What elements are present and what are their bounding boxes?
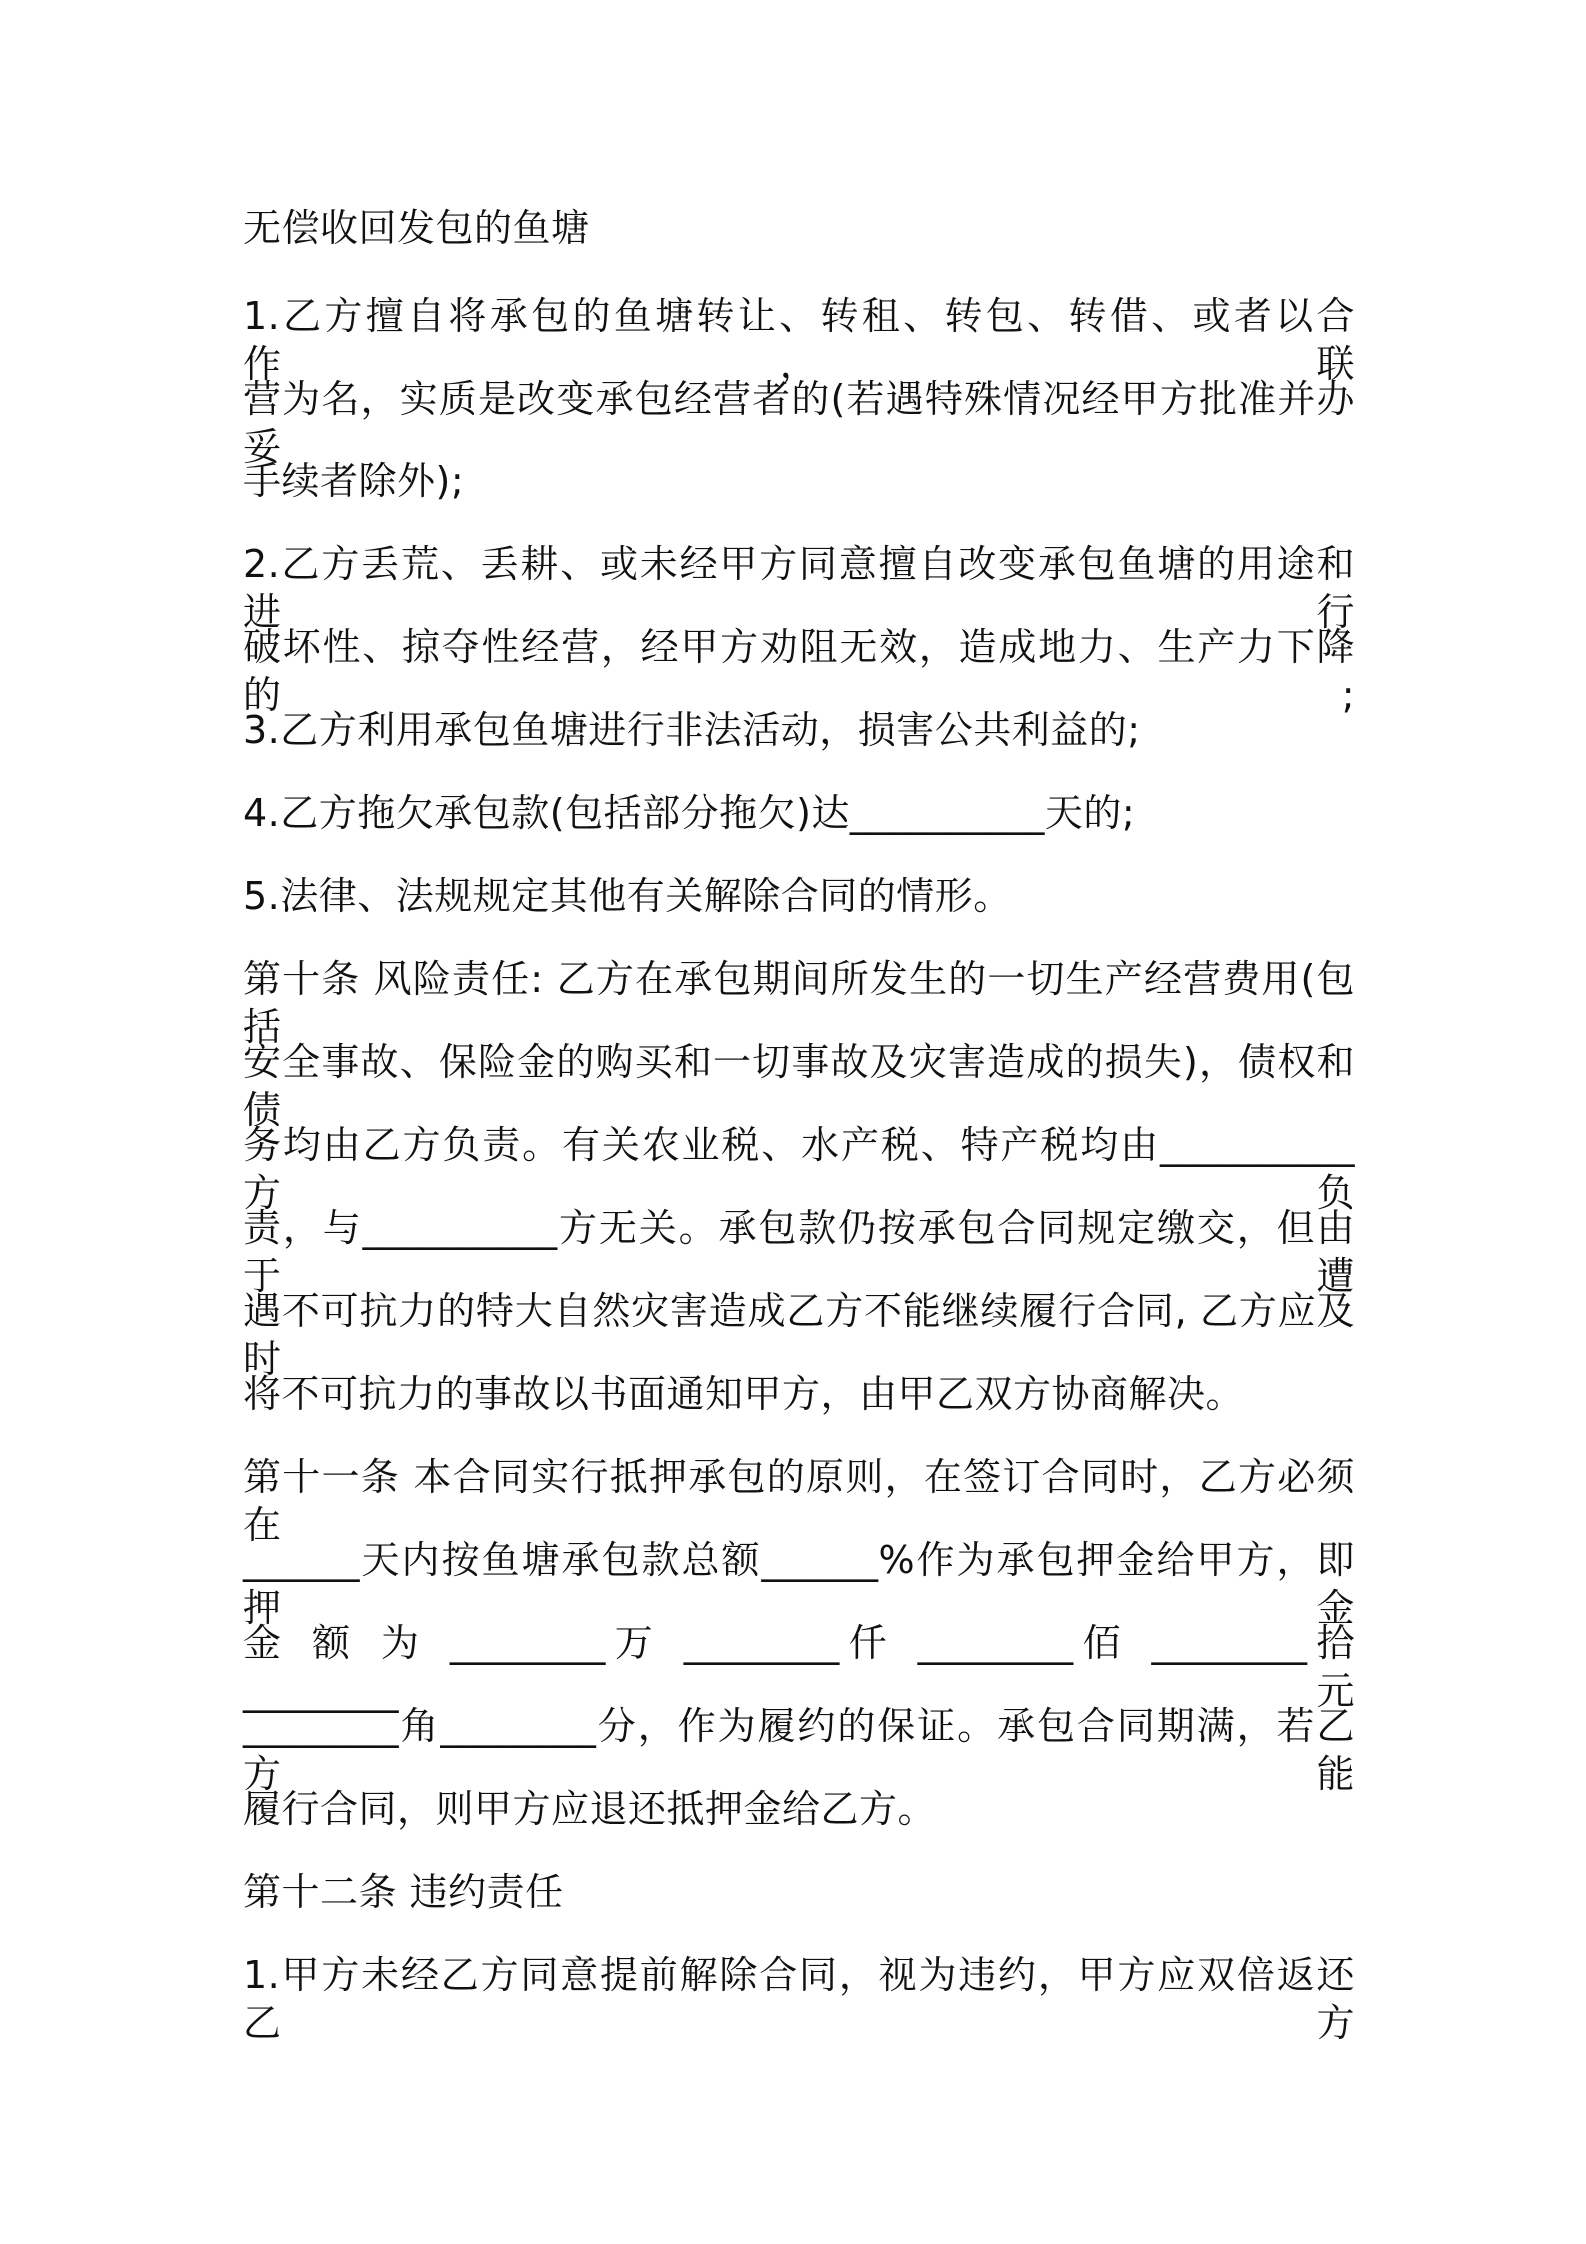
text-line: 1.乙方擅自将承包的鱼塘转让、转租、转包、转借、或者以合作，联 (243, 294, 1355, 386)
article-twelve-heading: 第十二条 违约责任 (243, 1870, 564, 1914)
text-line: 5.法律、法规规定其他有关解除合同的情形。 (243, 874, 1012, 918)
text-line: 2.乙方丢荒、丢耕、或未经甲方同意擅自改变承包鱼塘的用途和进行 (243, 542, 1355, 634)
text-line: 将不可抗力的事故以书面通知甲方，由甲乙双方协商解决。 (243, 1372, 1245, 1416)
text-line: 遇不可抗力的特大自然灾害造成乙方不能继续履行合同, 乙方应及时 (243, 1289, 1355, 1381)
text-line: 务均由乙方负责。有关农业税、水产税、特产税均由__________方负 (243, 1123, 1355, 1215)
article-ten-line: 第十条 风险责任: 乙方在承包期间所发生的一切生产经营费用(包括 (243, 957, 1355, 1049)
heading-line: 无偿收回发包的鱼塘 (243, 206, 590, 250)
text-line: ______天内按鱼塘承包款总额______%作为承包押金给甲方，即押金 (243, 1538, 1355, 1630)
text-line: 责，与__________方无关。承包款仍按承包合同规定缴交，但由于遭 (243, 1206, 1355, 1298)
article-eleven-line: 第十一条 本合同实行抵押承包的原则，在签订合同时，乙方必须在 (243, 1455, 1355, 1547)
text-line: 手续者除外); (243, 459, 465, 503)
text-line: 金 额 为 ________万 ________仟 ________佰 ________拾 ________元 (243, 1621, 1355, 1713)
text-line: 1.甲方未经乙方同意提前解除合同，视为违约，甲方应双倍返还乙方 (243, 1953, 1355, 2045)
text-line: 破坏性、掠夺性经营，经甲方劝阻无效，造成地力、生产力下降的; (243, 625, 1355, 717)
text-line: 营为名，实质是改变承包经营者的(若遇特殊情况经甲方批准并办妥 (243, 377, 1355, 469)
text-line: 3.乙方利用承包鱼塘进行非法活动，损害公共利益的; (243, 708, 1141, 752)
text-line: 安全事故、保险金的购买和一切事故及灾害造成的损失)，债权和债 (243, 1040, 1355, 1132)
text-line: ________角________分，作为履约的保证。承包合同期满，若乙方能 (243, 1704, 1355, 1796)
text-line: 4.乙方拖欠承包款(包括部分拖欠)达__________天的; (243, 791, 1136, 835)
text-line: 履行合同，则甲方应退还抵押金给乙方。 (243, 1787, 937, 1831)
